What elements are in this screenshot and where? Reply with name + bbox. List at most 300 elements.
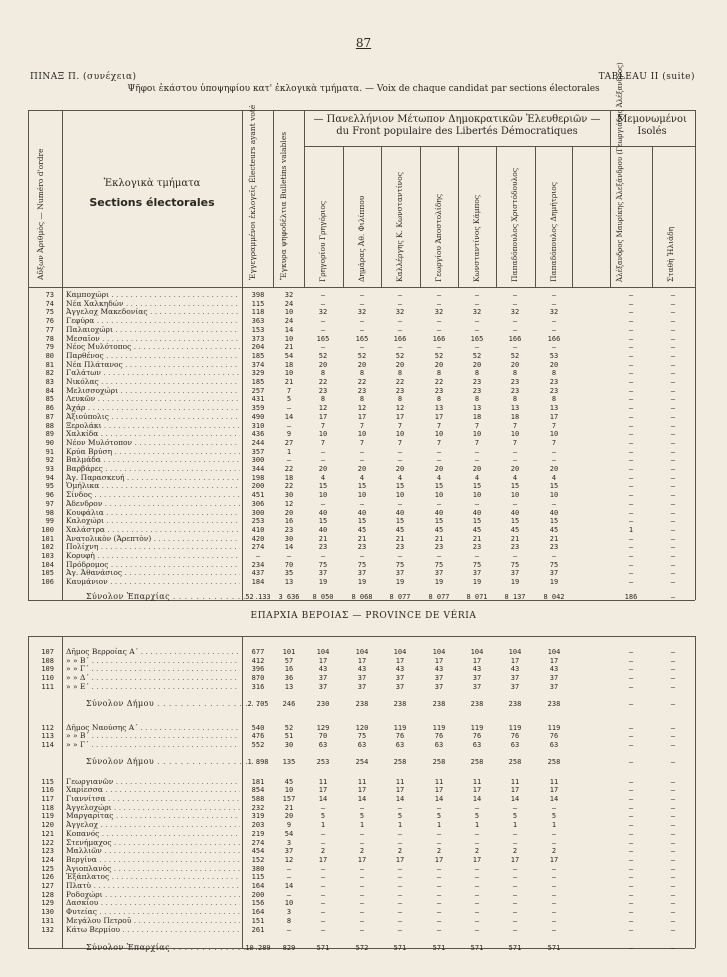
candidate-votes: 22 [357,378,367,386]
candidate-votes: 17 [395,855,405,864]
registered-value: 490 [251,412,265,421]
candidate-votes: 19 [510,578,520,587]
valid-value: 5 [286,395,292,404]
col-registered-header: Ἐγγεγραμμένοι ἐκλογεῖς Électeurs ayant voté [248,104,257,280]
candidate-votes: 40 [434,508,444,517]
row-number: 82 [45,369,54,378]
candidate-votes: 5 [436,812,442,821]
candidate-votes: 15 [357,482,367,491]
registered-value: 398 [251,291,265,299]
candidate-votes: 37 [318,569,328,578]
candidate-votes: — [670,395,676,404]
candidate-votes: — [474,325,480,334]
candidate-votes: 7 [512,421,518,430]
candidate-votes: — [512,838,518,847]
section-name: Μεγάλου Πετροῦ . . . [66,915,240,927]
candidate-votes: — [512,864,518,873]
candidate-votes: — [551,890,557,899]
registered-value: 420 [251,534,265,543]
candidate-votes: — [320,552,326,560]
col-sections-greek: Ἐκλογικὰ τμήματα [103,178,201,189]
candidate-votes: — [359,803,365,812]
candidate-votes: 258 [470,757,484,766]
candidate-votes: 17 [318,786,328,795]
candidate-votes: — [670,899,676,908]
candidate-votes: — [670,499,676,508]
candidate-votes: 14 [472,795,482,803]
candidate-votes: — [670,369,676,378]
candidate-votes: 22 [434,378,444,386]
candidate-votes: — [359,291,365,299]
candidate-votes: — [436,803,442,812]
candidate-votes: — [670,430,676,439]
candidate-votes: — [670,757,676,766]
candidate-votes: 63 [318,740,328,749]
section-name: Δῆμος Ναούσης Α΄ . . . [66,722,240,734]
candidate-votes: 10 [510,430,520,439]
candidate-votes: 37 [395,569,405,578]
candidate-votes: — [628,812,634,821]
candidate-votes: 119 [470,723,484,732]
registered-value: 431 [251,395,265,404]
candidate-votes: 37 [549,682,559,691]
candidate-votes: 4 [436,473,442,482]
section-name: » » Β΄ . . . [66,655,240,667]
candidate-votes: — [397,882,403,890]
candidate-votes: — [670,812,676,821]
candidate-votes: — [628,656,634,665]
registered-value: 118 [251,308,265,317]
candidate-votes: 10 [434,491,444,500]
candidate-votes: — [320,925,326,934]
candidate-votes: — [670,404,676,413]
candidate-votes: 37 [357,682,367,691]
candidate-votes: — [512,890,518,899]
candidate-votes: 19 [357,578,367,587]
candidate-votes: — [436,447,442,456]
section-name: Ξερολάκι . . . [66,420,240,432]
table-row [0,576,727,588]
valid-value: — [286,456,292,465]
section-name: Γεφύρα . . . [66,315,240,327]
registered-value: 198 [251,473,265,482]
registered-value: 185 [251,351,265,360]
candidate-votes: — [320,890,326,899]
candidate-votes: 23 [395,543,405,552]
candidate-votes: 63 [357,740,367,749]
candidate-votes: 258 [547,757,561,766]
row-number: 111 [41,682,54,691]
candidate-votes: 23 [357,386,367,395]
candidate-votes: — [512,299,518,308]
candidate-votes: — [436,925,442,934]
candidate-votes: 76 [472,732,482,741]
valid-value: 3 [286,838,292,847]
candidate-votes: 52 [357,351,367,360]
candidate-votes: 17 [318,656,328,665]
candidate-votes: — [628,757,634,766]
candidate-votes: 571 [393,944,407,953]
valid-value: 20 [284,508,294,517]
candidate-votes: — [551,317,557,326]
candidate-votes: 4 [551,473,557,482]
candidate-votes: — [512,456,518,465]
candidate-votes: — [670,723,676,732]
candidate-header-3: Καλλέργης Κ. Κωνσταντίνος [395,172,404,282]
candidate-votes: 258 [432,757,446,766]
section-name: Νέα Πλάτανος . . . [66,359,240,371]
candidate-votes: 15 [395,482,405,491]
candidate-votes: 20 [357,360,367,369]
candidate-votes: 19 [549,578,559,587]
candidate-votes: — [628,648,634,656]
valid-value: 16 [284,517,294,526]
section-name: Γιαννίτσα . . . [66,793,240,805]
valid-value: 16 [284,665,294,674]
candidate-votes: 10 [357,430,367,439]
valid-value: 45 [284,777,294,786]
valid-value: 18 [284,360,294,369]
valid-value: 10 [284,334,294,343]
candidate-votes: 4 [512,473,518,482]
candidate-votes: 37 [472,569,482,578]
candidate-votes: 17 [357,412,367,421]
table-label-greek: ΠΙΝΑΞ Π. (συνέχεια) [30,72,137,82]
candidate-votes: — [320,829,326,838]
registered-value: 274 [251,543,265,552]
row-number: 95 [45,482,54,491]
candidate-votes: — [359,838,365,847]
registered-value: 164 [251,882,265,890]
section-name: Νικόλας . . . [66,376,240,388]
valid-value: 135 [282,757,296,766]
candidate-votes: 10 [510,491,520,500]
candidate-votes: 165 [470,334,484,343]
candidate-votes: 13 [472,404,482,413]
candidate-votes: 166 [547,334,561,343]
candidate-votes: — [628,421,634,430]
row-number: 103 [41,552,54,560]
registered-value: 344 [251,465,265,473]
candidate-votes: — [670,873,676,882]
section-name: Κρύα Βρύση . . . [66,446,240,458]
candidate-votes: 5 [397,812,403,821]
candidate-votes: 5 [551,812,557,821]
candidate-votes: 21 [434,534,444,543]
candidate-votes: — [628,569,634,578]
row-number: 105 [41,569,54,578]
candidate-votes: 7 [474,421,480,430]
candidate-votes: 37 [472,682,482,691]
section-name: Παρθένος . . . [66,350,240,362]
valid-value: 12 [284,499,294,508]
section-name: Βαλμάδα . . . [66,454,240,466]
candidate-votes: — [628,508,634,517]
candidate-votes: — [551,882,557,890]
candidate-header-2: Δημάρας Ἀθ. Φιλίππου [357,195,366,282]
candidate-votes: — [397,499,403,508]
row-number: 125 [41,864,54,873]
candidate-votes: — [628,491,634,500]
valid-value: 14 [284,412,294,421]
row-number: 77 [45,325,54,334]
candidate-votes: 8 071 [466,592,488,601]
candidate-votes: — [670,508,676,517]
valid-value: 13 [284,682,294,691]
candidate-votes: 20 [472,360,482,369]
valid-value: 10 [284,369,294,378]
candidate-votes: 20 [395,465,405,473]
candidate-votes: — [670,317,676,326]
candidate-votes: 23 [549,386,559,395]
candidate-votes: — [397,447,403,456]
candidate-votes: 15 [318,517,328,526]
registered-value: 410 [251,525,265,534]
candidate-votes: — [359,899,365,908]
candidate-votes: 14 [510,795,520,803]
candidate-votes: 37 [318,682,328,691]
candidate-votes: 19 [318,578,328,587]
registered-value: — [255,552,261,560]
candidate-votes: — [670,351,676,360]
candidate-votes: 15 [472,517,482,526]
candidate-votes: — [512,343,518,352]
row-number: 100 [41,525,54,534]
candidate-votes: — [628,723,634,732]
candidate-votes: — [628,412,634,421]
section-name: Νέα Χαλκηδών . . . [66,298,240,310]
candidate-votes: — [670,578,676,587]
candidate-votes: — [359,343,365,352]
candidate-votes: — [474,803,480,812]
candidate-votes: — [670,447,676,456]
candidate-votes: 5 [474,812,480,821]
col-sections-french: Sections électorales [89,196,215,209]
candidate-votes: 43 [357,665,367,674]
row-number: 119 [41,812,54,821]
candidate-votes: 165 [316,334,330,343]
candidate-votes: 11 [549,777,559,786]
candidate-votes: 1 [320,821,326,830]
candidate-votes: 10 [549,430,559,439]
valid-value: 30 [284,491,294,500]
candidate-votes: 23 [357,543,367,552]
candidate-votes: 2 [359,847,365,856]
section-name: Φυτείας . . . [66,906,240,918]
candidate-votes: — [628,369,634,378]
candidate-votes: — [628,908,634,917]
candidate-votes: 104 [393,648,407,656]
candidate-votes: — [670,517,676,526]
candidate-votes: 17 [318,855,328,864]
candidate-votes: 37 [395,674,405,683]
candidate-votes: 40 [395,508,405,517]
candidate-votes: 20 [357,465,367,473]
candidate-votes: 37 [434,682,444,691]
valid-value: 829 [282,944,296,953]
candidate-votes: — [670,592,676,601]
candidate-votes: 22 [395,378,405,386]
candidate-votes: 8 [397,369,403,378]
candidate-votes: — [628,732,634,741]
total-row [0,698,727,710]
section-name: Μελισσοχώρι . . . [66,385,240,397]
candidate-votes: — [628,351,634,360]
candidate-votes: — [397,456,403,465]
candidate-votes: — [670,648,676,656]
candidate-votes: — [551,908,557,917]
row-number: 130 [41,908,54,917]
candidate-votes: — [397,873,403,882]
section-name: Ἀγιοπλανὸς . . . [66,863,240,875]
candidate-votes: — [512,882,518,890]
candidate-votes: — [474,890,480,899]
candidate-votes: 7 [359,438,365,447]
candidate-votes: 40 [472,508,482,517]
candidate-votes: — [320,838,326,847]
candidate-votes: — [670,343,676,352]
candidate-votes: — [436,291,442,299]
registered-value: 200 [251,482,265,491]
table-label-french: TABLEAU II (suite) [598,72,695,82]
candidate-votes: 21 [510,534,520,543]
total-row [0,591,727,603]
candidate-votes: — [474,899,480,908]
candidate-votes: 2 [512,847,518,856]
candidate-votes: 8 [551,395,557,404]
valid-value: 9 [286,821,292,830]
candidate-votes: — [320,447,326,456]
candidate-votes: 11 [395,777,405,786]
registered-value: 319 [251,812,265,821]
candidate-votes: 20 [510,360,520,369]
candidate-votes: 37 [357,569,367,578]
candidate-votes: — [551,499,557,508]
registered-value: 552 [251,740,265,749]
valid-value: 7 [286,386,292,395]
candidate-votes: 37 [318,674,328,683]
registered-value: 219 [251,829,265,838]
candidate-votes: — [628,499,634,508]
candidate-votes: 129 [316,723,330,732]
candidate-votes: 7 [359,421,365,430]
candidate-votes: — [551,829,557,838]
valid-value: 8 [286,916,292,925]
candidate-votes: 23 [510,378,520,386]
valid-value: 101 [282,648,296,656]
candidate-votes: 10 [318,491,328,500]
candidate-votes: 119 [508,723,522,732]
candidate-header-7: Παπαδόπουλος Δημήτριος [549,182,558,282]
candidate-votes: 8 137 [504,592,526,601]
candidate-votes: 17 [434,412,444,421]
candidate-votes: — [474,882,480,890]
candidate-votes: 104 [432,648,446,656]
candidate-votes: — [628,552,634,560]
candidate-votes: — [670,482,676,491]
candidate-votes: — [628,404,634,413]
candidate-votes: 571 [432,944,446,953]
candidate-votes: — [628,890,634,899]
candidate-votes: 18 [510,412,520,421]
candidate-votes: — [512,499,518,508]
section-name: Δῆμος Βερροίας Α΄ . . . [66,646,240,658]
candidate-votes: 10 [357,491,367,500]
section-name: Κουφάλια . . . [66,507,240,519]
candidate-votes: 1 [551,821,557,830]
candidate-votes: 2 [551,847,557,856]
col-number-header: Αὔξων Ἀριθμὸς — Numéro d'ordre [36,148,45,280]
candidate-votes: — [628,299,634,308]
row-number: 75 [45,308,54,317]
candidate-votes: — [474,552,480,560]
candidate-votes: — [628,578,634,587]
candidate-votes: 7 [512,438,518,447]
valid-value: — [286,552,292,560]
candidate-votes: 17 [549,412,559,421]
candidate-votes: 70 [318,732,328,741]
section-name: Ἀξιούπολις . . . [66,411,240,423]
valid-value: 54 [284,829,294,838]
section-name: Ἁγ. Παρασκευή . . . [66,472,240,484]
candidate-votes: 17 [549,786,559,795]
candidate-votes: 571 [470,944,484,953]
candidate-votes: — [474,456,480,465]
candidate-votes: 7 [320,421,326,430]
valid-value: 10 [284,899,294,908]
candidate-votes: 63 [549,740,559,749]
candidate-votes: 23 [395,386,405,395]
section-name: Νέον Μυλότοπον . . . [66,437,240,449]
candidate-votes: — [670,465,676,473]
candidate-votes: 8 042 [543,592,565,601]
valid-value: 3 636 [278,592,300,601]
candidate-votes: 32 [510,308,520,317]
registered-value: 184 [251,578,265,587]
candidate-votes: — [670,795,676,803]
candidate-votes: — [436,299,442,308]
candidate-votes: 11 [472,777,482,786]
candidate-votes: — [628,882,634,890]
candidate-votes: 1 [512,821,518,830]
candidate-votes: — [628,430,634,439]
candidate-votes: 571 [508,944,522,953]
candidate-votes: 20 [510,465,520,473]
candidate-votes: — [628,465,634,473]
registered-value: 454 [251,847,265,856]
candidate-votes: 7 [436,438,442,447]
row-number: 76 [45,317,54,326]
group-header-popular-front: — Πανελλήνιον Μέτωπον Δημοκρατικῶν Ἐλευθεριῶν — du Front populaire des Libertés Démocratiques [313,114,601,137]
candidate-votes: 166 [432,334,446,343]
valid-value: 3 [286,908,292,917]
candidate-votes: 32 [549,308,559,317]
registered-value: 153 [251,325,265,334]
registered-value: 677 [251,648,265,656]
candidate-votes: 14 [549,795,559,803]
candidate-votes: — [436,908,442,917]
registered-value: 115 [251,299,265,308]
registered-value: 329 [251,369,265,378]
candidate-votes: 13 [549,404,559,413]
candidate-votes: — [628,777,634,786]
registered-value: 380 [251,864,265,873]
candidate-votes: — [397,552,403,560]
registered-value: 244 [251,438,265,447]
candidate-votes: — [670,665,676,674]
registered-value: 412 [251,656,265,665]
candidate-votes: — [474,343,480,352]
